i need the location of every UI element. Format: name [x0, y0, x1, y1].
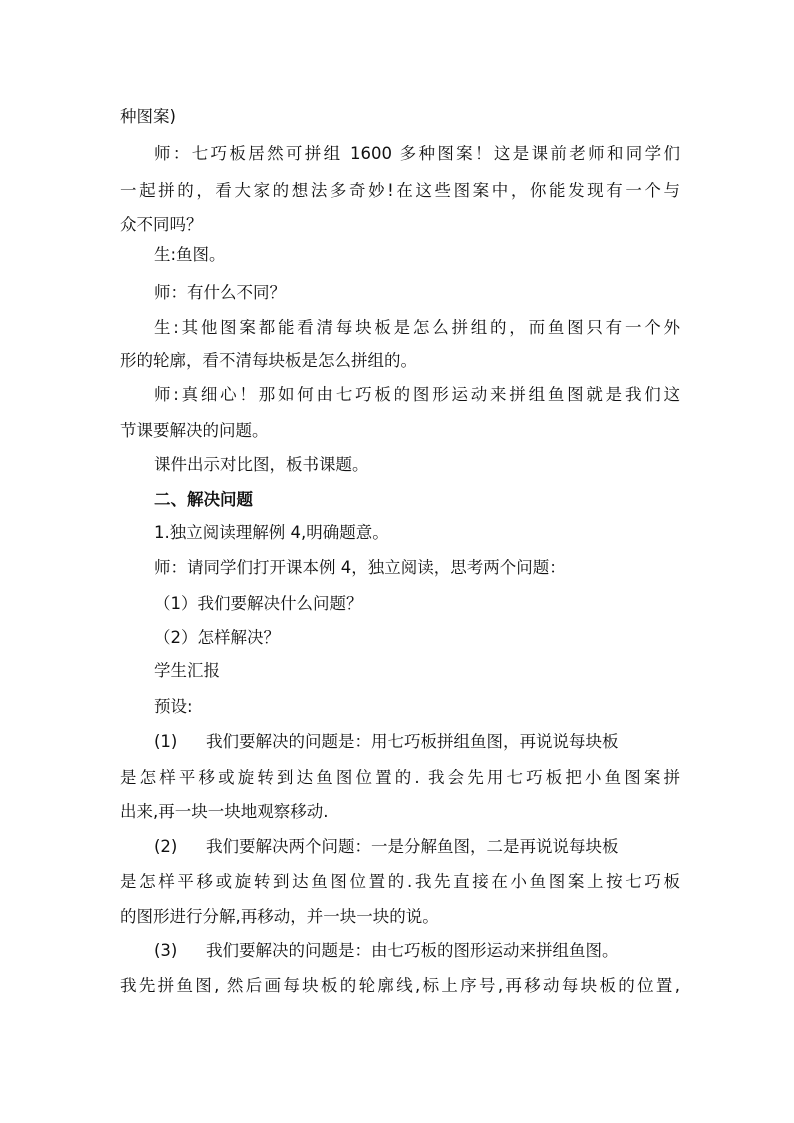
- text-line: 学生汇报: [154, 661, 220, 680]
- text-line: 一起拼的，看大家的想法多奇妙!在这些图案中，你能发现有一个与: [120, 181, 680, 200]
- text-line: 师：七巧板居然可拼组 1600 多种图案！这是课前老师和同学们: [154, 144, 680, 163]
- enum-label: (3): [154, 941, 178, 960]
- text-line: 是怎样平移或旋转到达鱼图位置的. 我会先用七巧板把小鱼图案拼: [120, 768, 680, 787]
- enum-item-1: [154, 731, 680, 753]
- enum-label: (1): [154, 732, 178, 751]
- text-line: 的图形进行分解,再移动，并一块一块的说。: [120, 907, 439, 926]
- text-line: 师：请同学们打开课本例 4，独立阅读，思考两个问题：: [154, 558, 566, 577]
- text-line: 课件出示对比图，板书课题。: [154, 455, 369, 474]
- text-line: 生:鱼图。: [154, 245, 226, 264]
- question-item: （2）怎样解决？: [154, 628, 280, 647]
- text-line: 种图案): [120, 107, 176, 126]
- text-line: 生:其他图案都能看清每块板是怎么拼组的，而鱼图只有一个外: [154, 318, 680, 337]
- text-line: 节课要解决的问题。: [120, 421, 269, 440]
- enum-label: (2): [154, 837, 178, 856]
- question-item: （1）我们要解决什么问题？: [154, 594, 363, 613]
- enum-text: 我们要解决的问题是：由七巧板的图形运动来拼组鱼图。: [206, 941, 619, 960]
- enum-item-2: [154, 836, 680, 858]
- text-line: 是怎样平移或旋转到达鱼图位置的.我先直接在小鱼图案上按七巧板: [120, 872, 680, 891]
- text-line: 1.独立阅读理解例 4,明确题意。: [154, 523, 389, 542]
- enum-item-3: [154, 940, 680, 962]
- text-line: 我先拼鱼图, 然后画每块板的轮廓线,标上序号,再移动每块板的位置,: [120, 976, 680, 995]
- text-line: 形的轮廓，看不清每块板是怎么拼组的。: [120, 351, 417, 370]
- enum-text: 我们要解决的问题是：用七巧板拼组鱼图，再说说每块板: [206, 732, 619, 751]
- enum-text: 我们要解决两个问题：一是分解鱼图，二是再说说每块板: [206, 837, 619, 856]
- text-line: 师:真细心！那如何由七巧板的图形运动来拼组鱼图就是我们这: [154, 385, 680, 404]
- text-line: 预设:: [154, 697, 193, 716]
- section-heading: 二、解决问题: [154, 490, 253, 509]
- text-line: 众不同吗？: [120, 215, 203, 234]
- text-line: 师：有什么不同？: [154, 283, 286, 302]
- text-line: 出来,再一块一块地观察移动.: [120, 802, 329, 821]
